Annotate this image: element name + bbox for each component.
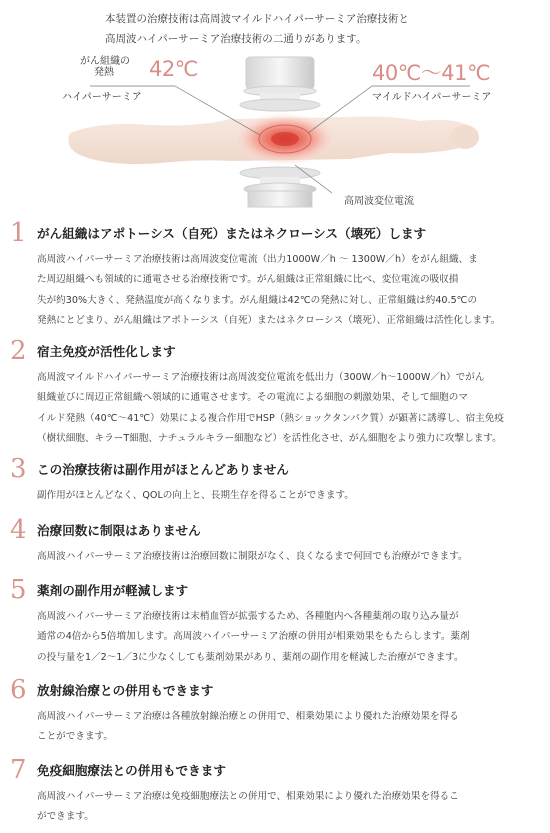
body-line: 副作用がほとんどなく、QOLの向上と、長期生存を得ることができます。 [37,490,354,501]
body-line: 高周波ハイパーサーミア治療は各種放射線治療との併用で、相乗効果により優れた治療効果を得る [37,711,459,722]
section-body [37,486,527,506]
right-mode-label: マイルドハイパーサーミア [372,92,492,103]
left-description [80,56,130,78]
body-line: 高周波ハイパーサーミア治療技術は治療回数に制限がなく、良くなるまで何回でも治療ができます。 [37,551,468,562]
body-line: 発熱にとどまり、がん組織はアポトーシス（自死）またはネクローシス（壊死）、正常組織は活性化します。 [37,315,501,327]
body-line: た周辺組織へも領域的に通電させる治療技術です。がん組織は正常組織に比べ、変位電流の吸収損 [37,274,459,286]
left-mode-label: ハイパーサーミア [62,92,142,103]
treatment-illustration [60,55,492,215]
upper-electrode [246,57,314,89]
left-temperature: 42℃ [149,57,198,81]
section-body [37,368,527,450]
body-line: 失が約30%大きく、発熱温度が高くなります。がん組織は42℃の発熱に対し、正常組織は約40.5℃の [37,294,478,306]
section-title: 治療回数に制限はありません [37,523,201,538]
section-number: 4 [10,515,27,545]
section-number: 7 [10,755,27,785]
left-desc-line: 発熱 [94,67,114,78]
left-desc-line: がん組織の [80,56,130,67]
section-number: 1 [10,218,27,248]
body-line: 高周波ハイパーサーミア治療技術は高周波変位電流（出力1000W／h 〜 1300W／h）をがん組織、ま [37,254,478,265]
body-line: ができます。 [37,811,94,823]
section-number: 3 [10,454,27,484]
section-body [37,250,527,332]
intro-line: 本装置の治療技術は高周波マイルドハイパーサーミア治療技術と [105,13,409,25]
section-number: 2 [10,336,27,366]
section-body [37,707,527,748]
section-title: 免疫細胞療法との併用もできます [37,763,226,778]
section-number: 5 [10,575,27,605]
section-body [37,607,527,668]
body-line: イルド発熱（40℃〜41℃）効果による複合作用でHSP（熱ショックタンパク質）が顕著に誘導し、宿主免疫 [37,412,504,424]
intro-line: 高周波ハイパーサーミア治療技術の二通りがあります。 [105,33,367,45]
section-number: 6 [10,675,27,705]
current-label: 高周波変位電流 [344,196,414,207]
section-title: がん組織はアポトーシス（自死）またはネクローシス（壊死）します [37,226,427,241]
section-body [37,787,527,828]
body-line: 高周波ハイパーサーミア治療技術は末梢血管が拡張するため、各種胞内へ各種薬剤の取り込み量が [37,611,459,622]
section-title: 宿主免疫が活性化します [37,344,176,359]
body-line: 高周波マイルドハイパーサーミア治療技術は高周波変位電流を低出力（300W／h〜1000W／h）でがん [37,372,485,383]
body-line: 高周波ハイパーサーミア治療は免疫細胞療法との併用で、相乗効果により優れた治療効果を得るこ [37,791,459,802]
body-line: ことができます。 [37,731,113,743]
intro-text [105,9,445,49]
section-title: この治療技術は副作用がほとんどありません [37,462,289,477]
right-temperature: 40℃〜41℃ [372,61,491,85]
section-title: 薬剤の副作用が軽減します [37,583,189,598]
body-line: （樹状細胞、キラーT細胞、ナチュラルキラー細胞など）を活性化させ、がん細胞をより強力に攻撃します。 [37,433,502,445]
body-line: 組織並びに周辺正常組織へ領域的に通電させます。その電流による細胞の刺激効果、そして細胞のマ [37,392,468,404]
body-line: 通常の4倍から5倍増加します。高周波ハイパーサーミア治療の併用が相乗効果をもたらします。薬剤 [37,631,470,643]
body-line: の投与量を1／2〜1／3に少なくしても薬剤効果があり、薬剤の副作用を軽減した治療ができます。 [37,651,464,663]
section-title: 放射線治療との併用もできます [37,683,214,698]
section-body [37,547,527,567]
